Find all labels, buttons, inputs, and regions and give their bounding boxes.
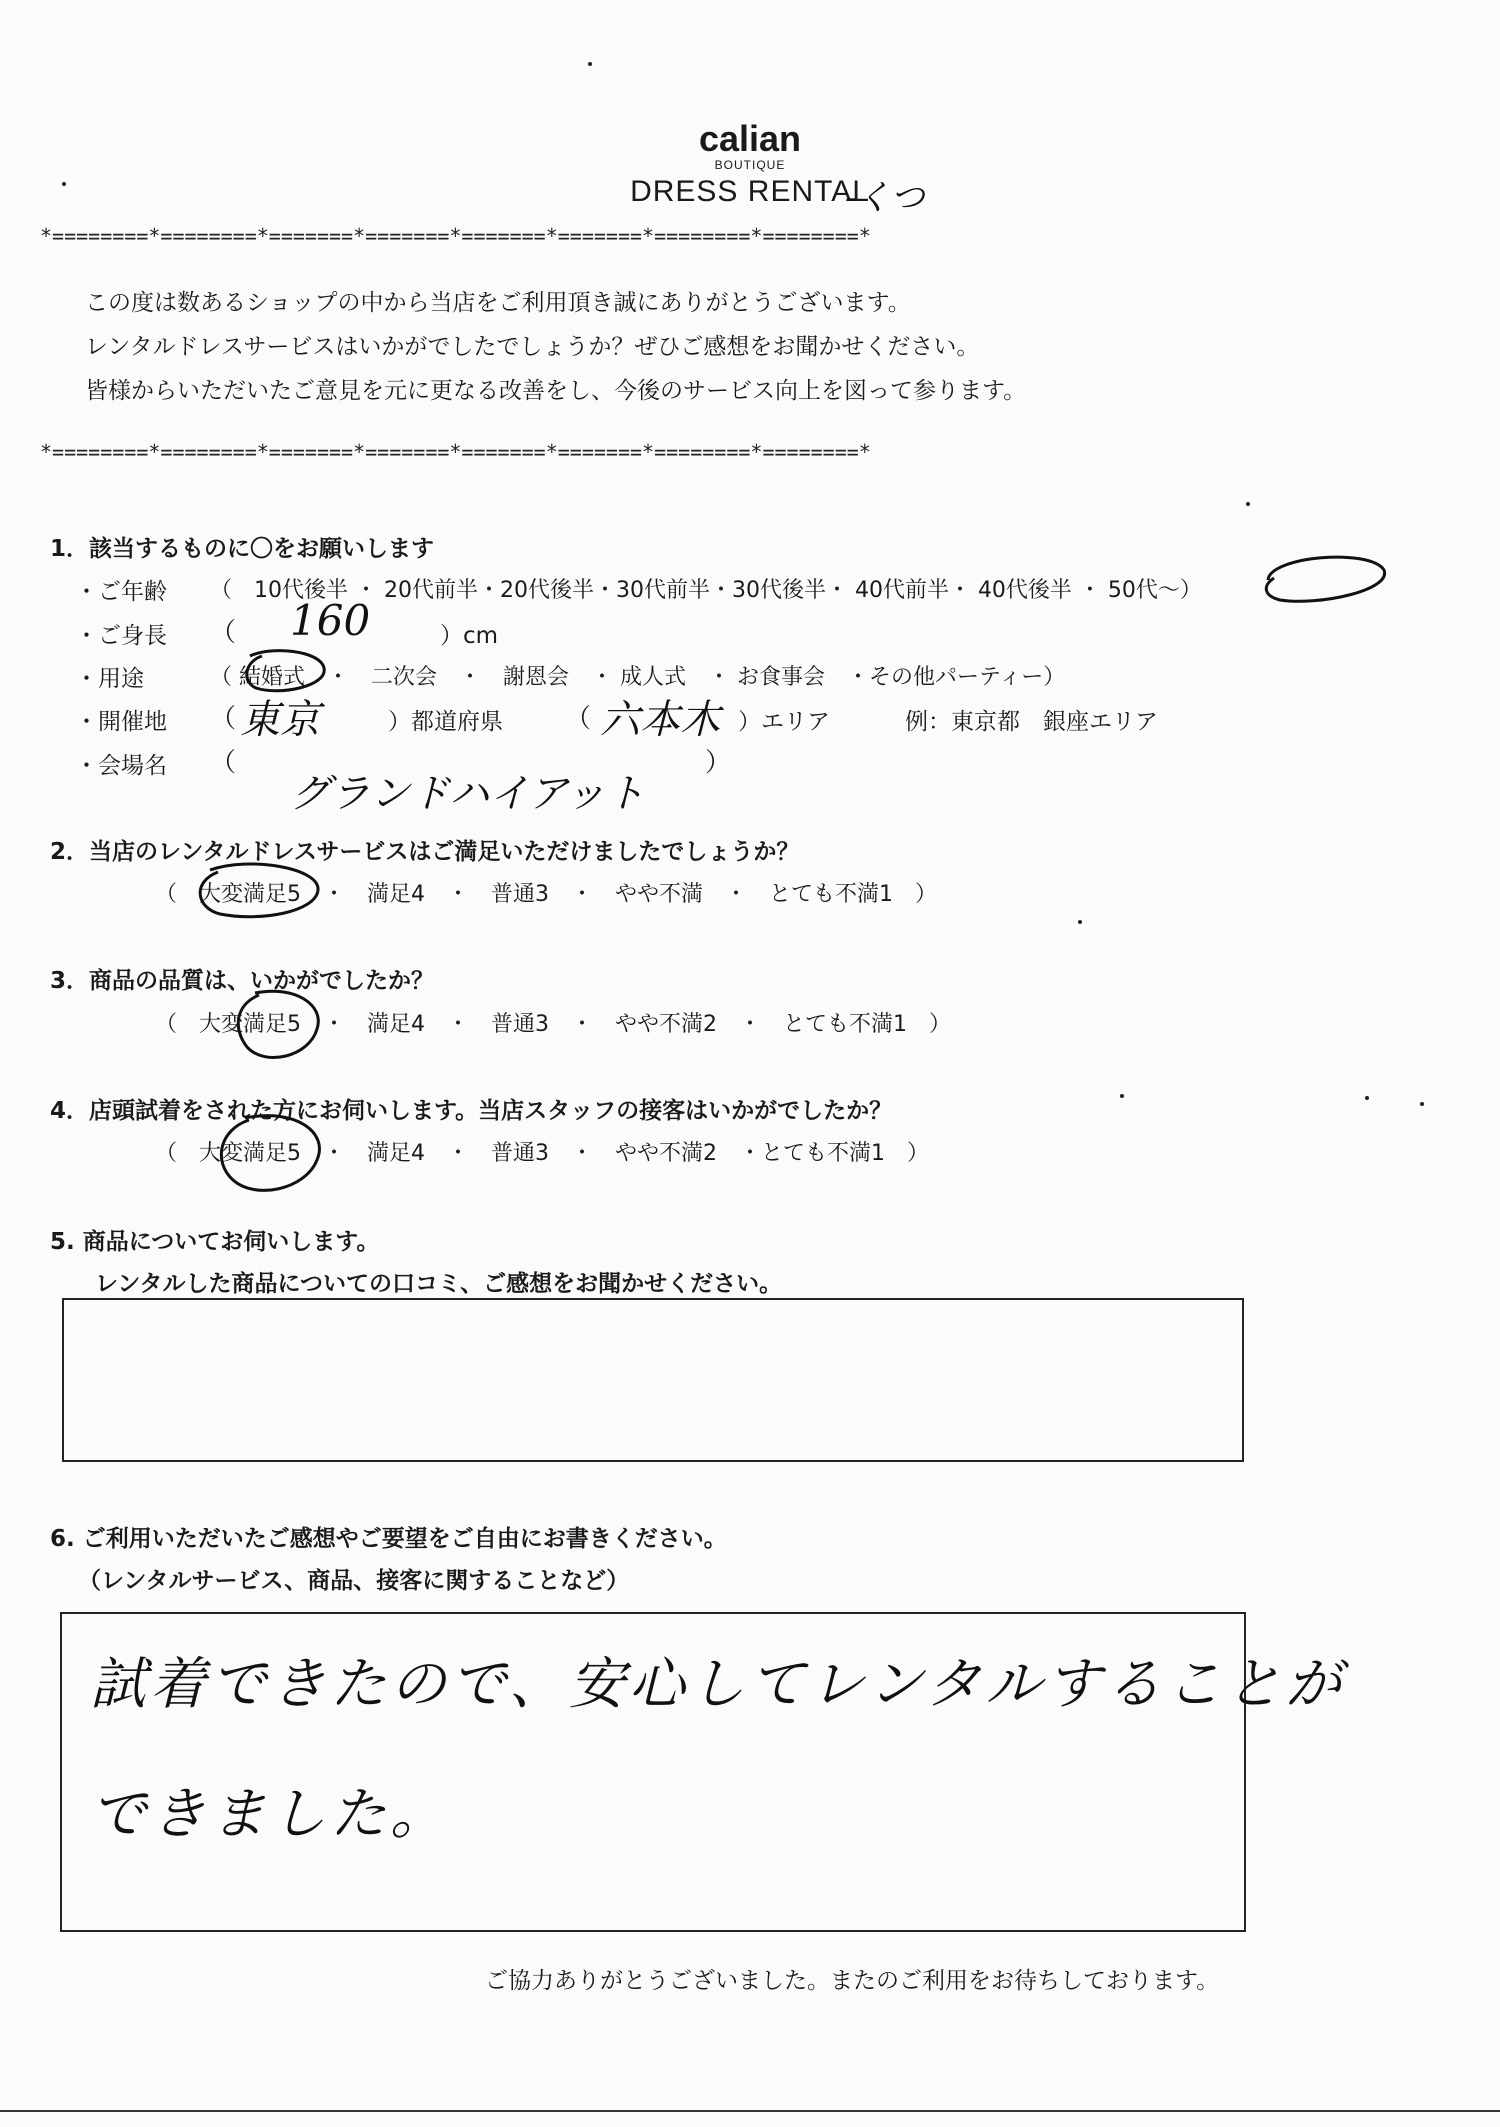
q1-venue-name-label: ・会場名 (75, 753, 167, 779)
q5-subtitle: レンタルした商品についての口コミ、ご感想をお聞かせください。 (95, 1271, 783, 1297)
scan-speck (1420, 1102, 1424, 1106)
scan-speck (1246, 502, 1250, 506)
q3-title: 3．商品の品質は、いかがでしたか？ (50, 968, 435, 994)
scan-speck (588, 62, 592, 66)
bottom-rule (0, 2110, 1500, 2112)
circle-mark-q3 (225, 985, 335, 1075)
q2-title: 2．当店のレンタルドレスサービスはご満足いただけましたでしょうか？ (50, 839, 800, 865)
q2-options[interactable]: （ 大変満足5 ・ 満足4 ・ 普通3 ・ やや不満 ・ とても不満1 ） (155, 882, 937, 907)
footer-thanks: ご協力ありがとうございました。またのご利用をお待ちしております。 (485, 1968, 1220, 1994)
circle-mark-q4 (205, 1110, 335, 1220)
circle-mark-q2 (190, 860, 330, 940)
brand-sub: BOUTIQUE (714, 158, 786, 172)
q1-purpose-label: ・用途 (75, 666, 144, 692)
q1-venue-area-value[interactable]: 六本木 (600, 697, 720, 743)
q1-purpose-options[interactable]: （ 結婚式 ・ 二次会 ・ 謝恩会 ・ 成人式 ・ お食事会 ・その他パーティー） (210, 665, 1066, 690)
scan-speck (1120, 1094, 1124, 1098)
intro-line-3: 皆様からいただいたご意見を元に更なる改善をし、今後のサービス向上を図って参ります。 (85, 378, 1027, 404)
intro-line-1: この度は数あるショップの中から当店をご利用頂き誠にありがとうございます。 (85, 290, 911, 316)
q1-height-label: ・ご身長 (75, 623, 167, 649)
q1-title: 1．該当するものに〇をお願いします (50, 536, 435, 562)
q6-answer-line-1: 試着できたので、安心してレンタルすることが (90, 1652, 1346, 1717)
q1-venue-area-label: ・開催地 (75, 709, 167, 735)
q1-venue-name-close: ） (705, 748, 732, 778)
scan-speck (1078, 920, 1082, 924)
q1-venue-name-open: （ (210, 748, 237, 778)
q3-options[interactable]: （ 大変満足5 ・ 満足4 ・ 普通3 ・ やや不満2 ・ とても不満1 ） (155, 1012, 951, 1037)
q1-height-value[interactable]: 160 (290, 596, 371, 645)
brand-logo: calian (698, 118, 802, 159)
q1-age-options[interactable]: （ 10代後半 ・ 20代前半・20代後半・30代前半・30代後半・ 40代前半・ 40代後半 ・ 50代～） (210, 578, 1202, 603)
q1-venue-pref-suffix: ）都道府県 (388, 709, 503, 735)
q1-age-label: ・ご年齢 (75, 579, 167, 605)
q1-venue-area-suffix: ）エリア (738, 709, 830, 735)
q4-title: 4．店頭試着をされた方にお伺いします。当店スタッフの接客はいかがでしたか？ (50, 1098, 893, 1124)
q5-answer-box[interactable] (62, 1298, 1244, 1462)
q1-height-unit: ）cm (440, 623, 499, 649)
q6-answer-line-2: できました。 (90, 1782, 450, 1847)
divider-top: *========*========*=======*=======*=======*=======*========*========* (40, 224, 871, 248)
q1-venue-area-open: （ (565, 704, 592, 734)
form-title: DRESS RENTAL (630, 175, 870, 208)
q6-title: 6. ご利用いただいたご感想やご要望をご自由にお書きください。 (50, 1526, 727, 1552)
handwritten-code: -くつ (845, 178, 925, 218)
scan-speck (62, 182, 66, 186)
divider-bottom: *========*========*=======*=======*=======*=======*========*========* (40, 440, 871, 464)
q1-venue-name-value[interactable]: グランドハイアット (290, 771, 646, 817)
q4-options[interactable]: （ 大変満足5 ・ 満足4 ・ 普通3 ・ やや不満2 ・とても不満1 ） (155, 1141, 929, 1166)
q1-venue-open: （ (210, 704, 237, 734)
q1-venue-pref-value[interactable]: 東京 (240, 697, 320, 743)
q1-venue-example: 例：東京都 銀座エリア (905, 709, 1158, 735)
q6-subtitle: （レンタルサービス、商品、接客に関することなど） (78, 1568, 630, 1594)
scan-speck (1365, 1096, 1369, 1100)
q1-height-open: （ (210, 618, 237, 648)
circle-mark-age (1260, 548, 1392, 620)
intro-line-2: レンタルドレスサービスはいかがでしたでしょうか？ぜひご感想をお聞かせください。 (85, 334, 980, 360)
q5-title: 5. 商品についてお伺いします。 (50, 1229, 380, 1255)
